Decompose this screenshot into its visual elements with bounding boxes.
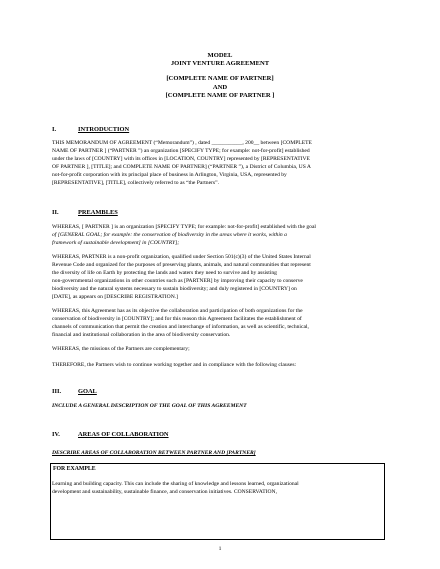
section-number-collab: IV. — [52, 431, 60, 438]
section-title-goal: GOAL — [78, 388, 97, 395]
preamble-p1-line: of [GENERAL GOAL; for example: the conservation of biodiversity in the areas where it works, within a — [52, 232, 287, 238]
preamble-p2-line: WHEREAS, PARTNER is a non-profit organization, qualified under Section 501(c)(3) of the United States Internal — [52, 254, 311, 260]
intro-line: THIS MEMORANDUM OF AGREEMENT (“Memorandum”) , dated ___________, 200__ between [COMPLETE — [52, 140, 312, 146]
preamble-p4: WHEREAS, the missions of the Partners are complementary; — [52, 346, 190, 352]
preamble-p2-line: Revenue Code and organized for the purposes of preserving plants, animals, and natural communities that represent — [52, 262, 311, 268]
doc-header-partner-2: [COMPLETE NAME OF PARTNER ] — [165, 92, 275, 99]
collab-description: DESCRIBE AREAS OF COLLABORATION BETWEEN PARTNER AND [PARTNER] — [52, 450, 256, 456]
doc-header-and: AND — [212, 84, 228, 91]
section-title-intro: INTRODUCTION — [78, 126, 130, 133]
intro-line: not-for-profit corporation with its principal place of business in Arlington, Virginia, USA, represented by — [52, 172, 287, 178]
page-number: 1 — [218, 546, 222, 552]
preamble-p2-line: [DATE], as appears on [DESCRIBE REGISTRATION.] — [52, 294, 178, 300]
example-box-heading: FOR EXAMPLE — [53, 466, 96, 472]
intro-line: NAME OF PARTNER ] (“PARTNER ”) an organization [SPECIFY TYPE; for example: not-for-profit] established — [52, 148, 310, 154]
intro-line: OF PARTNER ], [TITLE]; and COMPLETE NAME OF PARTNER] (“PARTNER ”), a District of Columbia, US A — [52, 164, 311, 170]
goal-description: INCLUDE A GENERAL DESCRIPTION OF THE GOAL OF THIS AGREEMENT — [52, 403, 247, 409]
section-number-intro: I. — [52, 126, 57, 133]
section-title-collab: AREAS OF COLLABORATION — [78, 431, 169, 438]
preamble-p3-line: financial and institutional collaboration in the area of biodiversity conservation. — [52, 332, 231, 338]
doc-header-model: MODEL — [207, 52, 233, 59]
section-number-preambles: II. — [52, 209, 59, 216]
preamble-p2-line: non-governmental organizations in other countries such as [PARTNER] by improving their capacity to conserve — [52, 278, 303, 284]
preamble-p1-line: framework of sustainable development] in [COUNTRY]; — [52, 240, 180, 246]
preamble-p3-line: WHEREAS, this Agreement has as its objective the collaboration and participation of both organizations for the — [52, 308, 303, 314]
example-box — [50, 463, 385, 540]
doc-header-partner-1: [COMPLETE NAME OF PARTNER] — [166, 75, 274, 82]
preamble-p3-line: conservation of biodiversity in [COUNTRY]; and for this reason this Agreement facilitates the establishment of — [52, 316, 302, 322]
preamble-p2-line: biodiversity and the natural systems necessary to sustain biodiversity; and duly registered in [COUNTRY] on — [52, 286, 297, 292]
example-box-line: development and sustainability, sustainable finance, and conservation initiatives. CONSERVATION, — [52, 489, 277, 495]
preamble-p5: THEREFORE, the Partners wish to continue working together and in compliance with the following clauses: — [52, 362, 297, 368]
preamble-p3-line: channels of communication that permit the creation and interchange of information, as well as scientific, technical, — [52, 324, 309, 330]
intro-line: [REPRESENTATIVE], [TITLE], collectively referred to as “the Partners”. — [52, 180, 219, 186]
example-box-line: Learning and building capacity. This can include the sharing of knowledge and lessons learned, organizational — [52, 481, 299, 487]
doc-header-title: JOINT VENTURE AGREEMENT — [170, 60, 270, 67]
preamble-p2-line: the diversity of life on Earth by protecting the lands and waters they need to survive and by assisting — [52, 270, 277, 276]
preamble-p1-line: WHEREAS, [ PARTNER ] is an organization [SPECIFY TYPE; for example: not-for-profit] established with the goal — [52, 224, 316, 230]
intro-line: under the laws of [COUNTRY] with its offices in [LOCATION, COUNTRY] represented by [REPRESENTATIVE — [52, 156, 310, 162]
section-number-goal: III. — [52, 388, 62, 395]
section-title-preambles: PREAMBLES — [78, 209, 118, 216]
